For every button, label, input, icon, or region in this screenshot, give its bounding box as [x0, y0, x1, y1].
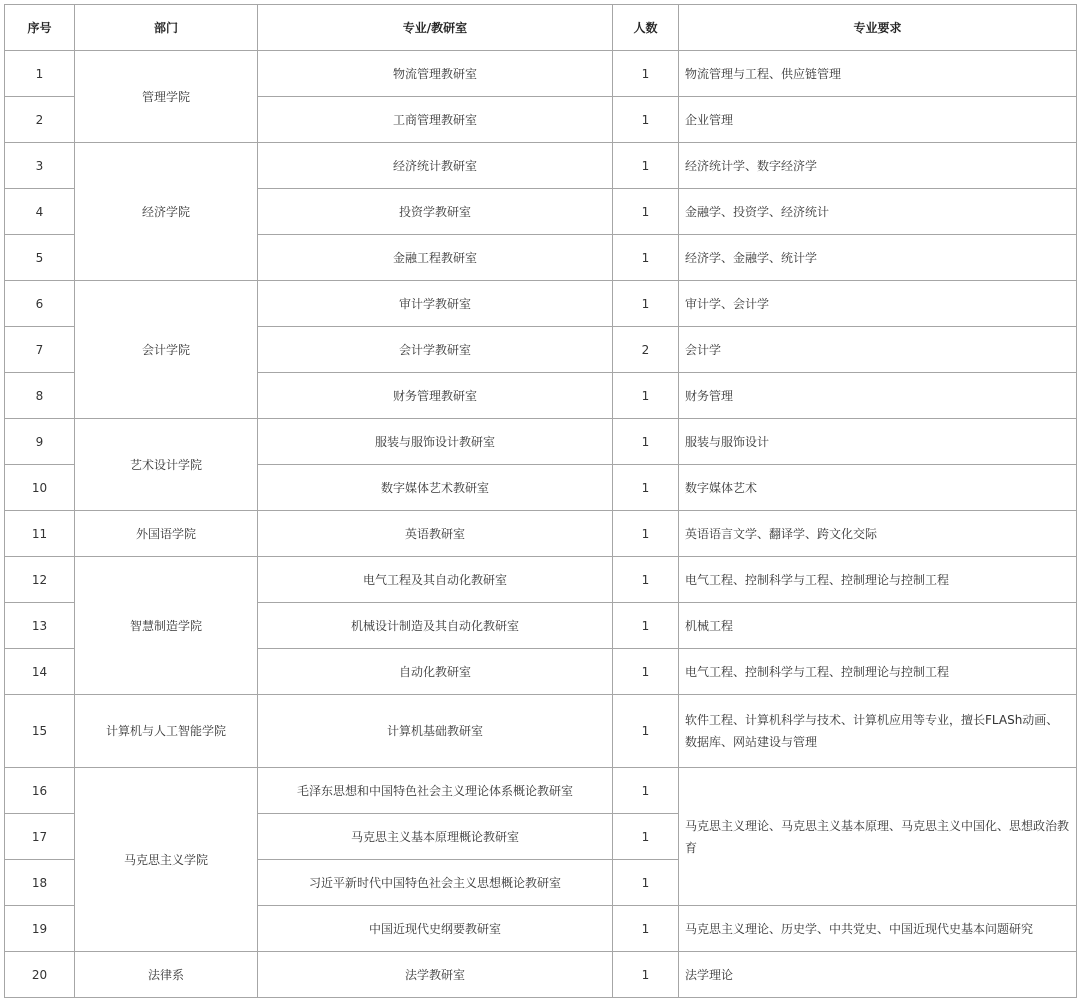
row-no: 20 [5, 952, 75, 998]
table-row [5, 143, 1077, 189]
row-office: 工商管理教研室 [258, 97, 613, 143]
row-count: 1 [613, 814, 679, 860]
header-office: 专业/教研室 [258, 5, 613, 51]
row-count: 1 [613, 143, 679, 189]
row-dept: 智慧制造学院 [75, 557, 258, 695]
row-no: 19 [5, 906, 75, 952]
row-no: 15 [5, 695, 75, 768]
row-requirement: 机械工程 [679, 603, 1077, 649]
row-office: 金融工程教研室 [258, 235, 613, 281]
header-no: 序号 [5, 5, 75, 51]
row-no: 8 [5, 373, 75, 419]
row-requirement: 数字媒体艺术 [679, 465, 1077, 511]
row-office: 物流管理教研室 [258, 51, 613, 97]
table-row [5, 281, 1077, 327]
row-office: 投资学教研室 [258, 189, 613, 235]
row-requirement: 电气工程、控制科学与工程、控制理论与控制工程 [679, 649, 1077, 695]
header-count: 人数 [613, 5, 679, 51]
row-requirement: 马克思主义理论、历史学、中共党史、中国近现代史基本问题研究 [679, 906, 1077, 952]
row-count: 1 [613, 906, 679, 952]
row-requirement: 金融学、投资学、经济统计 [679, 189, 1077, 235]
table-row [5, 952, 1077, 998]
row-dept: 艺术设计学院 [75, 419, 258, 511]
row-office: 机械设计制造及其自动化教研室 [258, 603, 613, 649]
row-office: 审计学教研室 [258, 281, 613, 327]
row-count: 1 [613, 419, 679, 465]
header-dept: 部门 [75, 5, 258, 51]
row-office: 毛泽东思想和中国特色社会主义理论体系概论教研室 [258, 768, 613, 814]
row-no: 7 [5, 327, 75, 373]
row-count: 2 [613, 327, 679, 373]
row-no: 5 [5, 235, 75, 281]
row-office: 中国近现代史纲要教研室 [258, 906, 613, 952]
row-count: 1 [613, 768, 679, 814]
row-count: 1 [613, 557, 679, 603]
row-no: 17 [5, 814, 75, 860]
row-requirement: 服装与服饰设计 [679, 419, 1077, 465]
row-dept: 外国语学院 [75, 511, 258, 557]
row-requirement: 马克思主义理论、马克思主义基本原理、马克思主义中国化、思想政治教育 [679, 768, 1077, 906]
table-row [5, 557, 1077, 603]
row-count: 1 [613, 649, 679, 695]
table-header-row [5, 5, 1077, 51]
row-no: 3 [5, 143, 75, 189]
row-requirement: 企业管理 [679, 97, 1077, 143]
row-no: 4 [5, 189, 75, 235]
row-count: 1 [613, 465, 679, 511]
row-requirement: 软件工程、计算机科学与技术、计算机应用等专业，擅长FLASh动画、数据库、网站建设与管理 [679, 695, 1077, 768]
row-count: 1 [613, 952, 679, 998]
row-no: 12 [5, 557, 75, 603]
row-no: 13 [5, 603, 75, 649]
row-dept: 马克思主义学院 [75, 768, 258, 952]
table-row [5, 419, 1077, 465]
row-no: 1 [5, 51, 75, 97]
row-dept: 经济学院 [75, 143, 258, 281]
row-office: 法学教研室 [258, 952, 613, 998]
row-dept: 会计学院 [75, 281, 258, 419]
row-count: 1 [613, 189, 679, 235]
row-count: 1 [613, 695, 679, 768]
row-requirement: 经济统计学、数字经济学 [679, 143, 1077, 189]
recruitment-table [4, 4, 1077, 998]
row-count: 1 [613, 860, 679, 906]
row-dept: 管理学院 [75, 51, 258, 143]
row-count: 1 [613, 51, 679, 97]
row-dept: 计算机与人工智能学院 [75, 695, 258, 768]
row-office: 会计学教研室 [258, 327, 613, 373]
row-no: 10 [5, 465, 75, 511]
row-count: 1 [613, 511, 679, 557]
row-count: 1 [613, 281, 679, 327]
row-office: 财务管理教研室 [258, 373, 613, 419]
row-count: 1 [613, 97, 679, 143]
row-no: 11 [5, 511, 75, 557]
row-requirement: 审计学、会计学 [679, 281, 1077, 327]
table-row [5, 768, 1077, 814]
row-requirement: 财务管理 [679, 373, 1077, 419]
row-no: 14 [5, 649, 75, 695]
row-office: 数字媒体艺术教研室 [258, 465, 613, 511]
row-requirement: 法学理论 [679, 952, 1077, 998]
row-no: 18 [5, 860, 75, 906]
row-requirement: 经济学、金融学、统计学 [679, 235, 1077, 281]
row-dept: 法律系 [75, 952, 258, 998]
row-office: 电气工程及其自动化教研室 [258, 557, 613, 603]
row-count: 1 [613, 235, 679, 281]
row-office: 自动化教研室 [258, 649, 613, 695]
table-row [5, 51, 1077, 97]
row-office: 计算机基础教研室 [258, 695, 613, 768]
table-row [5, 695, 1077, 768]
row-office: 经济统计教研室 [258, 143, 613, 189]
row-count: 1 [613, 603, 679, 649]
header-requirement: 专业要求 [679, 5, 1077, 51]
row-no: 2 [5, 97, 75, 143]
row-requirement: 电气工程、控制科学与工程、控制理论与控制工程 [679, 557, 1077, 603]
table-row [5, 511, 1077, 557]
row-requirement: 会计学 [679, 327, 1077, 373]
row-requirement: 英语语言文学、翻译学、跨文化交际 [679, 511, 1077, 557]
row-office: 习近平新时代中国特色社会主义思想概论教研室 [258, 860, 613, 906]
row-no: 16 [5, 768, 75, 814]
row-no: 9 [5, 419, 75, 465]
row-count: 1 [613, 373, 679, 419]
row-no: 6 [5, 281, 75, 327]
row-office: 服装与服饰设计教研室 [258, 419, 613, 465]
row-office: 马克思主义基本原理概论教研室 [258, 814, 613, 860]
row-office: 英语教研室 [258, 511, 613, 557]
row-requirement: 物流管理与工程、供应链管理 [679, 51, 1077, 97]
